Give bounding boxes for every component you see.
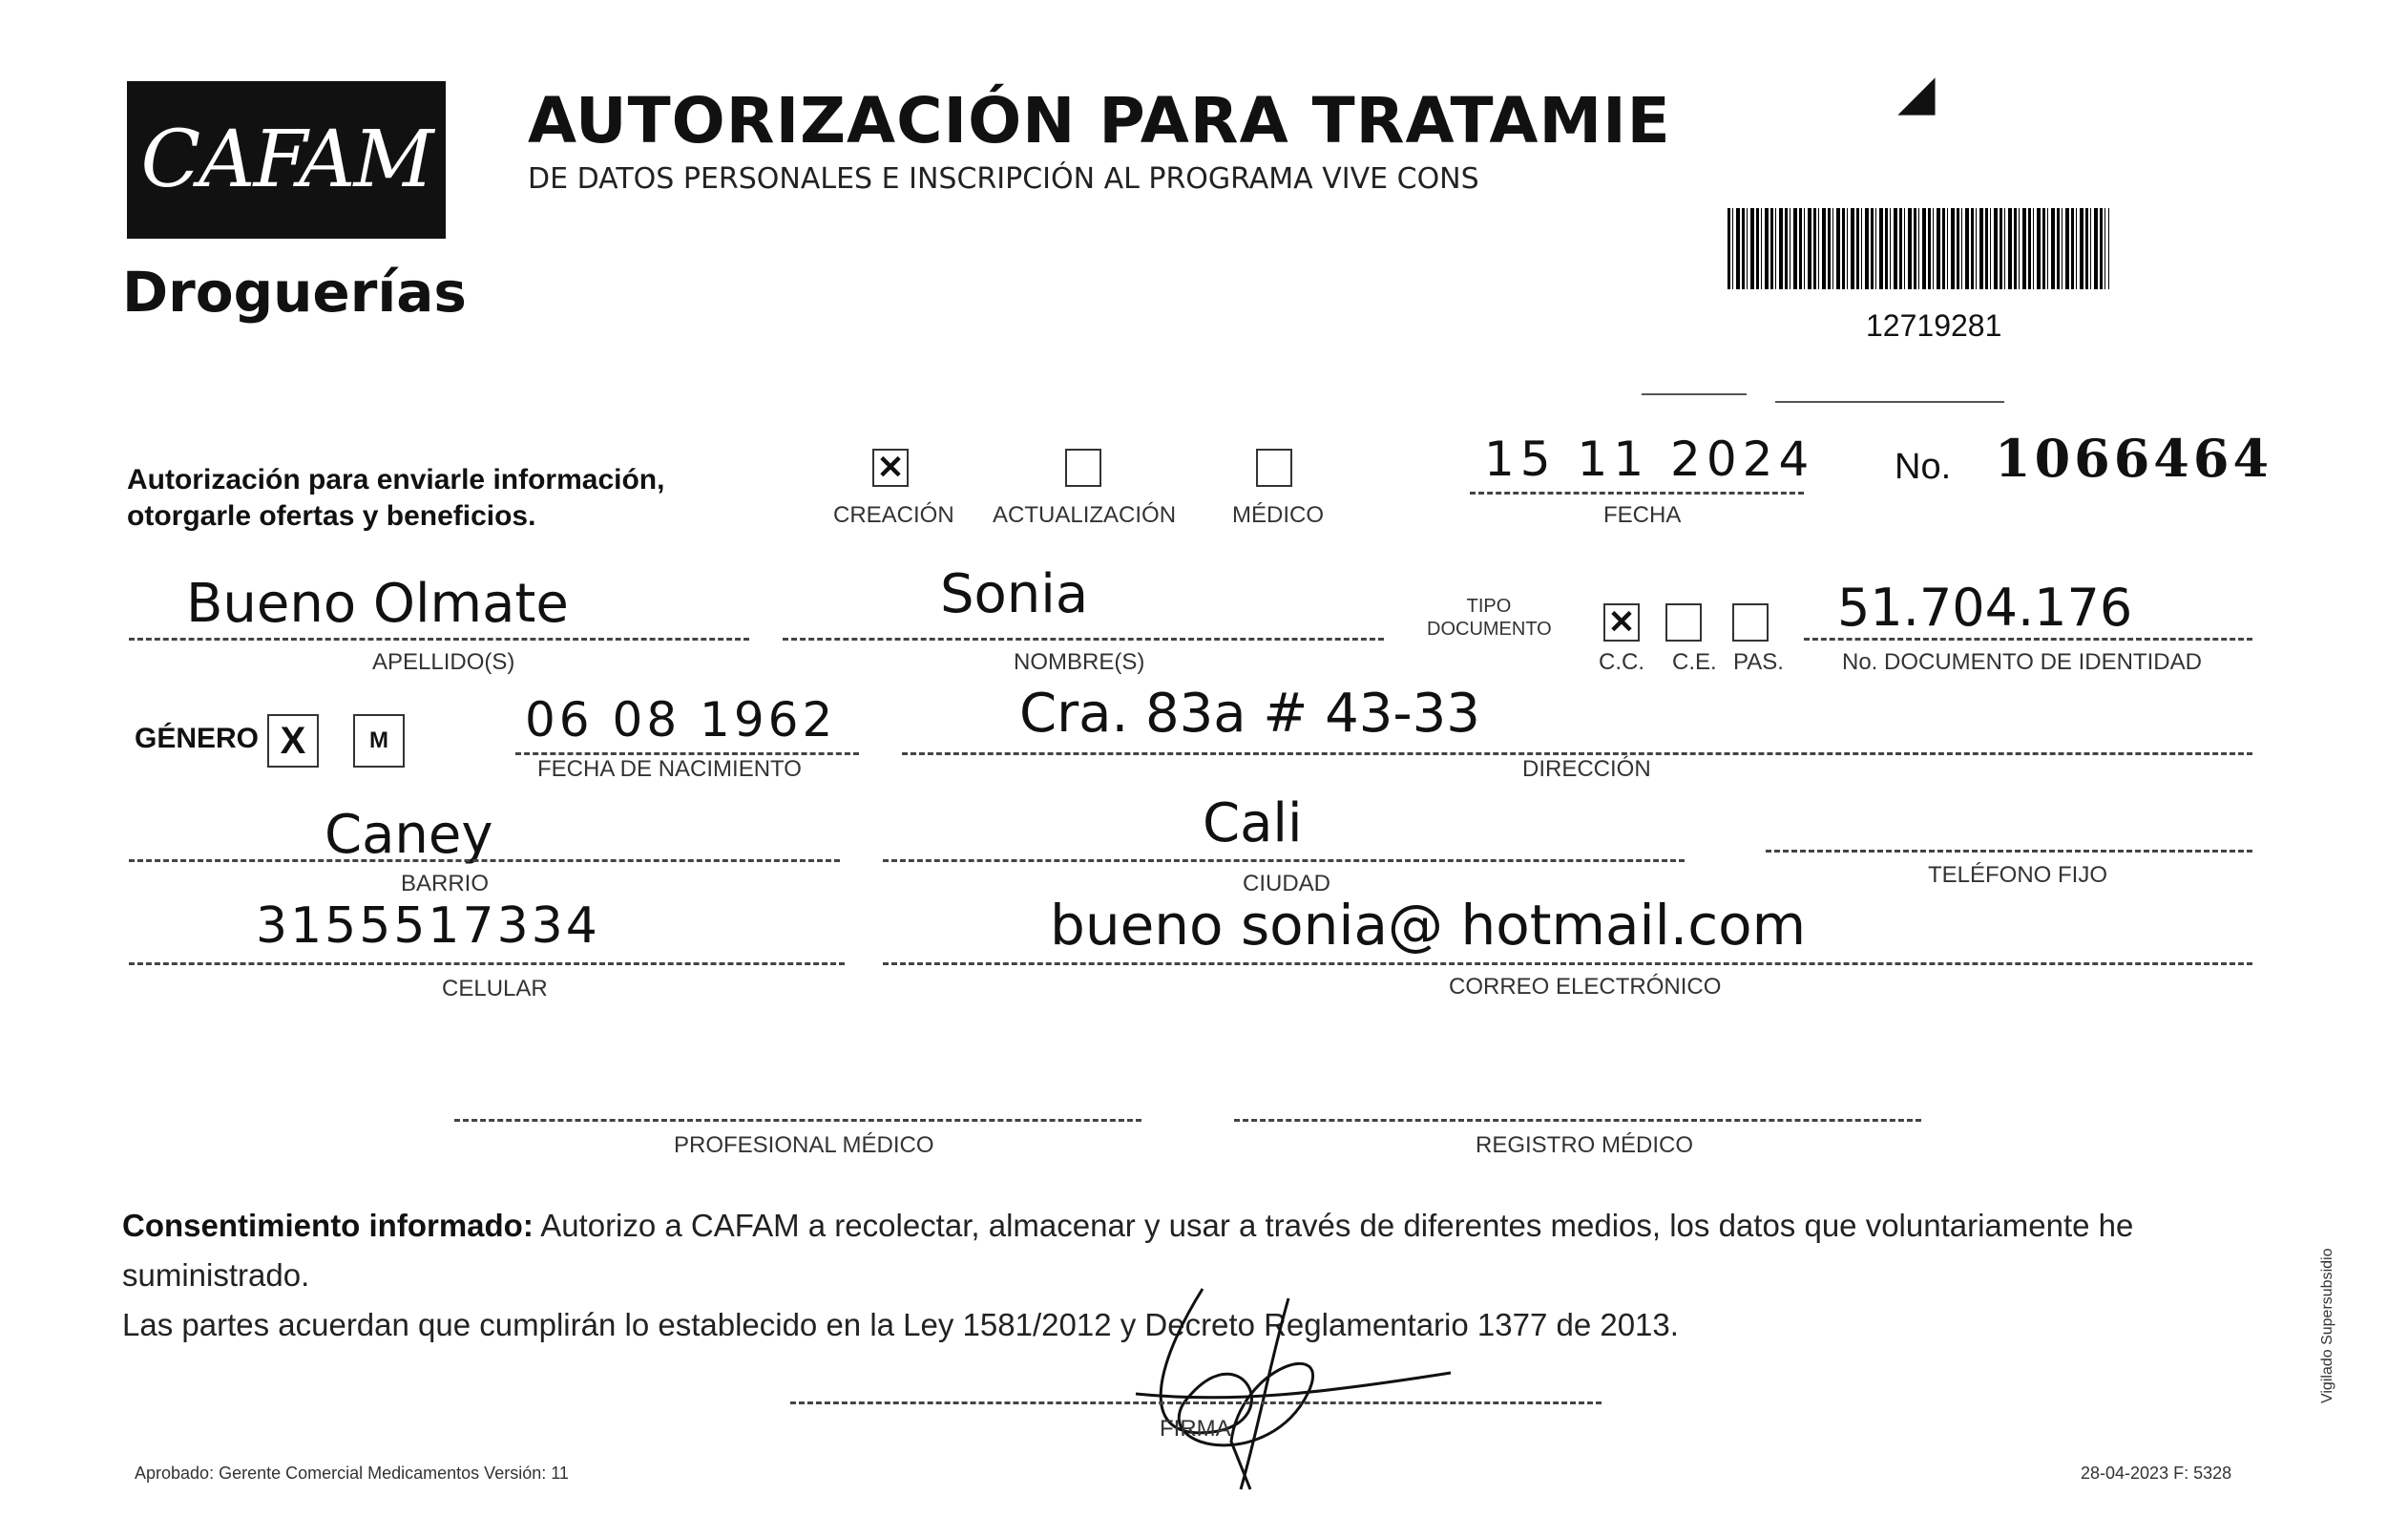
documento-label: No. DOCUMENTO DE IDENTIDAD [1842, 649, 2202, 675]
side-supervision-text: Vigilado Supersubsidio [2319, 1248, 2335, 1403]
direccion-line [902, 752, 2252, 755]
date-label: FECHA [1603, 502, 1682, 528]
registro-label: REGISTRO MÉDICO [1476, 1132, 1694, 1158]
divider [1642, 393, 1747, 395]
apellidos-value[interactable]: Bueno Olmate [186, 573, 569, 635]
footer-approved: Aprobado: Gerente Comercial Medicamentos Versión: 11 [135, 1464, 569, 1483]
correo-value[interactable]: bueno sonia@ hotmail.com [1050, 893, 1807, 958]
apellidos-label: APELLIDO(S) [372, 649, 515, 675]
nacimiento-line [515, 752, 859, 755]
nacimiento-label: FECHA DE NACIMIENTO [537, 756, 802, 782]
telefono-line [1766, 850, 2252, 853]
actualizacion-label: ACTUALIZACIÓN [993, 502, 1177, 528]
barrio-value[interactable]: Caney [325, 804, 493, 866]
direccion-label: DIRECCIÓN [1522, 756, 1651, 782]
pas-label: PAS. [1733, 649, 1784, 675]
cafam-logo [127, 81, 446, 239]
barcode [1727, 208, 2109, 289]
consent-text-1: Autorizo a CAFAM a recolectar, almacenar y usar a través de diferentes medios, los datos que voluntariamente he suministrado. [122, 1208, 2134, 1293]
divider [1775, 401, 2004, 403]
signature-label: FIRMA [1160, 1416, 1231, 1442]
ciudad-line [883, 859, 1685, 862]
celular-line [129, 962, 845, 965]
ciudad-label: CIUDAD [1243, 871, 1331, 896]
apellidos-line [129, 638, 749, 641]
form-title: AUTORIZACIÓN PARA TRATAMIE [528, 84, 1671, 158]
footer-date-code: 28-04-2023 F: 5328 [2081, 1464, 2232, 1483]
nombres-line [783, 638, 1384, 641]
genero-f-checkbox[interactable]: X [267, 714, 319, 768]
ce-label: C.E. [1672, 649, 1717, 675]
brand-subtitle: Droguerías [122, 260, 467, 325]
date-value[interactable]: 15 11 2024 [1484, 432, 1815, 487]
ce-checkbox[interactable] [1665, 603, 1702, 642]
direccion-value[interactable]: Cra. 83a # 43-33 [1019, 683, 1480, 745]
tipo-documento-label: TIPO DOCUMENTO [1427, 596, 1552, 640]
cc-label: C.C. [1599, 649, 1644, 675]
barrio-line [129, 859, 840, 862]
medico-checkbox[interactable] [1256, 449, 1292, 487]
form-number: 1066464 [1995, 428, 2273, 489]
consent-text-2: Las partes acuerdan que cumplirán lo establecido en la Ley 1581/2012 y Decreto Reglamentario 1377 de 2013. [122, 1307, 1679, 1342]
nombres-label: NOMBRE(S) [1014, 649, 1145, 675]
logo-text: CAFAM [140, 115, 432, 205]
form-subtitle: DE DATOS PERSONALES E INSCRIPCIÓN AL PROGRAMA VIVE CONS [528, 162, 1479, 196]
correo-line [883, 962, 2252, 965]
medico-label: MÉDICO [1232, 502, 1324, 528]
correo-label: CORREO ELECTRÓNICO [1449, 974, 1722, 1000]
barrio-label: BARRIO [401, 871, 490, 896]
documento-line [1804, 638, 2252, 641]
genero-label: GÉNERO [135, 723, 260, 754]
creacion-label: CREACIÓN [833, 502, 954, 528]
celular-value[interactable]: 3155517334 [256, 897, 600, 955]
profesional-label: PROFESIONAL MÉDICO [674, 1132, 934, 1158]
consent-heading: Consentimiento informado: [122, 1208, 534, 1243]
registro-line[interactable] [1234, 1119, 1921, 1122]
cc-checkbox[interactable]: ✕ [1603, 603, 1640, 642]
nacimiento-value[interactable]: 06 08 1962 [525, 692, 837, 748]
barcode-number: 12719281 [1866, 308, 2002, 343]
ciudad-value[interactable]: Cali [1203, 792, 1303, 854]
number-label: No. [1895, 447, 1952, 487]
scan-mark: ◢ [1899, 69, 1935, 119]
date-line [1470, 492, 1804, 495]
actualizacion-checkbox[interactable] [1065, 449, 1101, 487]
signature-drawing [1098, 1251, 1460, 1499]
pas-checkbox[interactable] [1732, 603, 1769, 642]
genero-m-checkbox[interactable]: M [353, 714, 405, 768]
creacion-checkbox[interactable]: ✕ [872, 449, 909, 487]
documento-value[interactable]: 51.704.176 [1837, 578, 2133, 638]
nombres-value[interactable]: Sonia [940, 563, 1089, 625]
profesional-line[interactable] [454, 1119, 1141, 1122]
celular-label: CELULAR [442, 976, 548, 1001]
telefono-label: TELÉFONO FIJO [1928, 862, 2108, 888]
authorization-text: Autorización para enviarle información, otorgarle ofertas y beneficios. [127, 464, 665, 532]
signature-line[interactable] [790, 1401, 1602, 1404]
